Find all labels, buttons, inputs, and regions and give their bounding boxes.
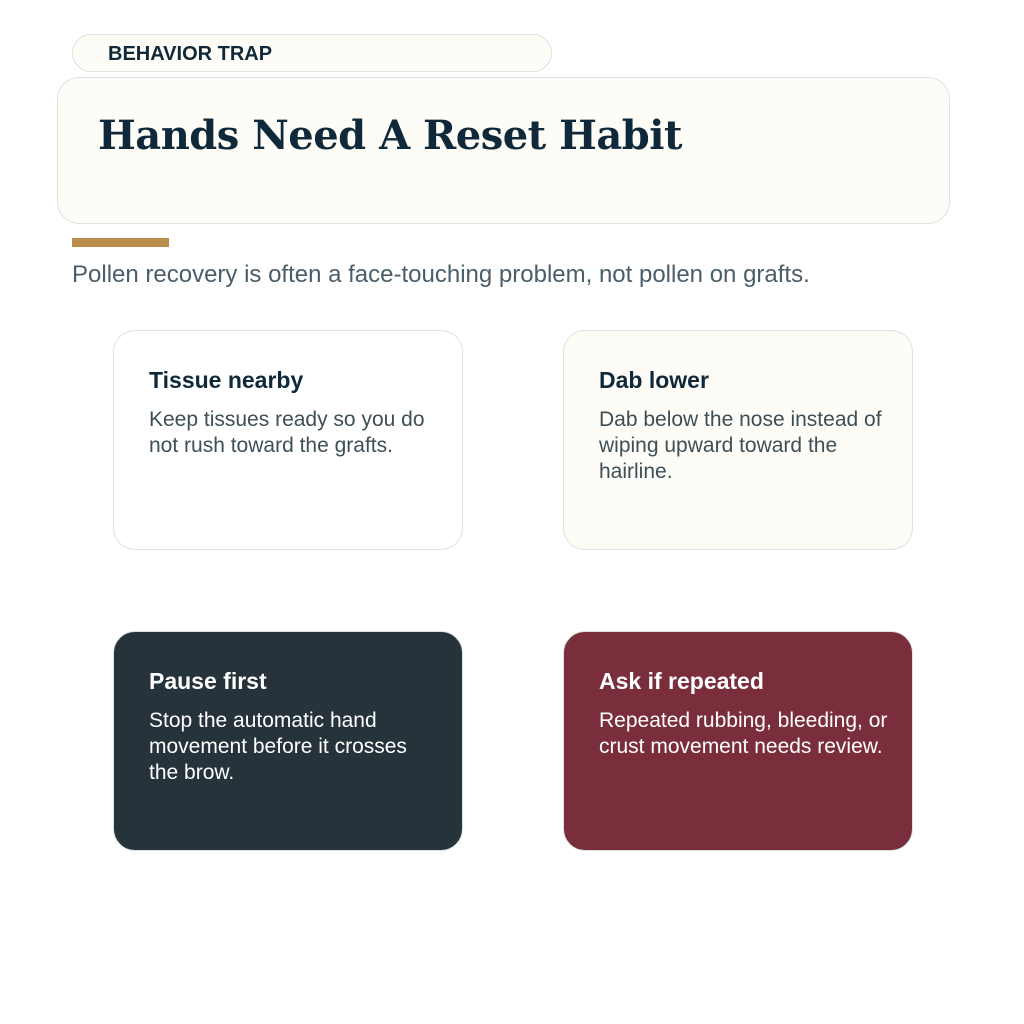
tip-card-text: Dab below the nose instead of wiping upward toward the hairline. <box>599 408 882 483</box>
title-card <box>57 77 950 224</box>
tip-card-text: Stop the automatic hand movement before it crosses the brow. <box>149 709 407 784</box>
page-title: Hands Need A Reset Habit <box>98 112 682 159</box>
tip-card-ask-if-repeated <box>563 631 913 851</box>
tip-card-title: Tissue nearby <box>149 367 304 393</box>
tip-card-title: Ask if repeated <box>599 668 764 694</box>
tip-card-pause-first <box>113 631 463 851</box>
accent-bar <box>72 238 169 247</box>
category-tag <box>72 34 552 72</box>
tip-card-text: Repeated rubbing, bleeding, or crust movement needs review. <box>599 709 888 758</box>
category-tag-label: BEHAVIOR TRAP <box>108 43 273 65</box>
tip-card-tissue-nearby <box>113 330 463 550</box>
subtitle: Pollen recovery is often a face-touching problem, not pollen on grafts. <box>72 261 810 288</box>
tip-card-title: Dab lower <box>599 367 709 393</box>
tip-card-text: Keep tissues ready so you do not rush toward the grafts. <box>149 408 425 457</box>
tip-card-title: Pause first <box>149 668 267 694</box>
tip-card-dab-lower <box>563 330 913 550</box>
